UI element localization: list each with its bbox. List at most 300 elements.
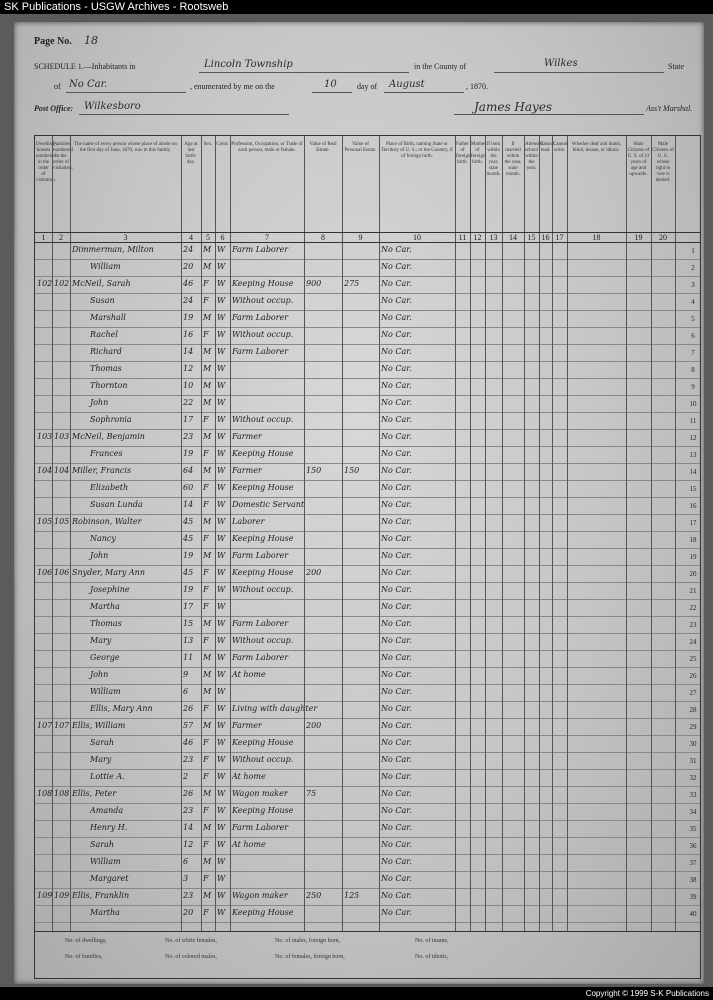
table-row-divider bbox=[35, 276, 700, 277]
table-cell-color: W bbox=[217, 415, 226, 424]
bottom-bar bbox=[0, 987, 713, 1000]
table-cell-age: 23 bbox=[183, 432, 194, 441]
table-row-divider bbox=[35, 701, 700, 702]
table-cell-sex: M bbox=[203, 670, 212, 679]
table-cell-birth: No Car. bbox=[381, 704, 412, 713]
table-row-divider bbox=[35, 327, 700, 328]
table-row-divider bbox=[35, 905, 700, 906]
column-number: 3 bbox=[123, 233, 128, 242]
table-cell-name: Lottie A. bbox=[90, 772, 125, 781]
table-cell-pe: 275 bbox=[344, 279, 360, 288]
table-row-divider bbox=[35, 667, 700, 668]
table-cell-re: 900 bbox=[306, 279, 322, 288]
table-cell-sex: M bbox=[203, 364, 212, 373]
row-number: 38 bbox=[689, 876, 697, 884]
table-cell-name: Sophronia bbox=[90, 415, 132, 424]
table-cell-f: 106 bbox=[54, 568, 70, 577]
column-header: Value of Real Estate. bbox=[309, 142, 337, 153]
table-cell-sex: M bbox=[203, 891, 212, 900]
row-number: 13 bbox=[689, 451, 697, 459]
census-scan bbox=[0, 14, 713, 987]
table-cell-name: Richard bbox=[90, 347, 122, 356]
column-header: If born within the year, state month. bbox=[486, 142, 501, 177]
table-cell-occ: Without occup. bbox=[232, 330, 294, 339]
column-divider bbox=[455, 136, 456, 931]
column-divider bbox=[626, 136, 627, 931]
table-cell-f: 108 bbox=[54, 789, 70, 798]
table-cell-age: 45 bbox=[183, 517, 194, 526]
table-row-divider bbox=[35, 531, 700, 532]
table-cell-age: 23 bbox=[183, 806, 194, 815]
table-row-divider bbox=[35, 463, 700, 464]
table-cell-age: 2 bbox=[183, 772, 189, 781]
row-number: 9 bbox=[691, 383, 695, 391]
column-divider bbox=[379, 136, 380, 931]
of-label: of bbox=[54, 82, 61, 91]
table-cell-name: Amanda bbox=[90, 806, 124, 815]
table-cell-d: 105 bbox=[37, 517, 53, 526]
row-number: 39 bbox=[689, 893, 697, 901]
column-header: The name of every person whose place of abode on the first day of June, 1870, was in this family. bbox=[74, 142, 177, 153]
table-cell-color: W bbox=[217, 483, 226, 492]
row-number: 25 bbox=[689, 655, 697, 663]
table-cell-occ: Keeping House bbox=[232, 534, 294, 543]
table-cell-occ: Without occup. bbox=[232, 585, 294, 594]
row-number: 24 bbox=[689, 638, 697, 646]
table-cell-birth: No Car. bbox=[381, 602, 412, 611]
table-cell-name: Mary bbox=[90, 755, 112, 764]
table-cell-sex: M bbox=[203, 245, 212, 254]
column-divider bbox=[567, 136, 568, 931]
table-cell-sex: F bbox=[203, 772, 209, 781]
table-cell-name: George bbox=[90, 653, 120, 662]
table-cell-birth: No Car. bbox=[381, 772, 412, 781]
table-cell-sex: M bbox=[203, 653, 212, 662]
table-cell-occ: Without occup. bbox=[232, 415, 294, 424]
table-cell-age: 3 bbox=[183, 874, 189, 883]
table-cell-age: 13 bbox=[183, 636, 194, 645]
table-cell-birth: No Car. bbox=[381, 738, 412, 747]
column-number: 10 bbox=[413, 233, 421, 242]
table-cell-color: W bbox=[217, 721, 226, 730]
table-cell-occ: Farmer bbox=[232, 721, 262, 730]
column-header: Whether deaf and dumb, blind, insane, or idiotic. bbox=[571, 142, 622, 153]
table-cell-birth: No Car. bbox=[381, 449, 412, 458]
table-cell-color: W bbox=[217, 449, 226, 458]
column-header: Mother of foreign birth. bbox=[471, 142, 486, 165]
row-number: 33 bbox=[689, 791, 697, 799]
table-cell-birth: No Car. bbox=[381, 806, 412, 815]
column-number: 9 bbox=[358, 233, 363, 242]
table-cell-name: Martha bbox=[90, 908, 120, 917]
table-cell-age: 17 bbox=[183, 415, 194, 424]
enumerated-label: , enumerated by me on the bbox=[190, 82, 275, 91]
row-number: 35 bbox=[689, 825, 697, 833]
table-row-divider bbox=[35, 412, 700, 413]
table-cell-birth: No Car. bbox=[381, 551, 412, 560]
table-cell-age: 23 bbox=[183, 755, 194, 764]
table-cell-d: 102 bbox=[37, 279, 53, 288]
table-cell-color: W bbox=[217, 347, 226, 356]
table-cell-name: Sarah bbox=[90, 738, 114, 747]
column-header: Male Citizens of U. S. whose right to vote is denied. bbox=[652, 142, 674, 183]
column-divider bbox=[675, 136, 676, 931]
table-cell-birth: No Car. bbox=[381, 755, 412, 764]
row-number: 23 bbox=[689, 621, 697, 629]
table-row-divider bbox=[35, 837, 700, 838]
table-cell-name: John bbox=[90, 551, 109, 560]
row-number: 18 bbox=[689, 536, 697, 544]
table-row-divider bbox=[35, 514, 700, 515]
table-cell-f: 107 bbox=[54, 721, 70, 730]
county-label: in the County of bbox=[414, 62, 467, 71]
table-cell-birth: No Car. bbox=[381, 296, 412, 305]
table-cell-birth: No Car. bbox=[381, 721, 412, 730]
row-number: 2 bbox=[691, 264, 695, 272]
column-header: Cannot read. bbox=[540, 142, 555, 153]
row-number: 36 bbox=[689, 842, 697, 850]
table-row-divider bbox=[35, 378, 700, 379]
table-cell-d: 109 bbox=[37, 891, 53, 900]
table-row-divider bbox=[35, 769, 700, 770]
table-cell-birth: No Car. bbox=[381, 874, 412, 883]
column-divider bbox=[539, 136, 540, 931]
table-cell-birth: No Car. bbox=[381, 891, 412, 900]
table-cell-occ: Wagon maker bbox=[232, 789, 288, 798]
table-cell-age: 46 bbox=[183, 279, 194, 288]
table-row-divider bbox=[35, 684, 700, 685]
table-cell-birth: No Car. bbox=[381, 313, 412, 322]
column-divider bbox=[181, 136, 182, 931]
table-cell-name: Miller, Francis bbox=[72, 466, 132, 475]
table-cell-color: W bbox=[217, 857, 226, 866]
table-row-divider bbox=[35, 599, 700, 600]
table-cell-occ: Keeping House bbox=[232, 908, 294, 917]
table-cell-name: William bbox=[90, 262, 121, 271]
column-number: 2 bbox=[59, 233, 63, 242]
table-cell-color: W bbox=[217, 296, 226, 305]
table-cell-sex: F bbox=[203, 296, 209, 305]
table-row-divider bbox=[35, 803, 700, 804]
header-divider bbox=[35, 232, 700, 233]
row-number: 1 bbox=[691, 247, 695, 255]
post-office-label: Post Office: bbox=[34, 104, 74, 113]
row-number: 4 bbox=[691, 298, 695, 306]
table-cell-name: Frances bbox=[90, 449, 123, 458]
table-cell-d: 104 bbox=[37, 466, 53, 475]
footer-females-foreign: No. of females, foreign born, bbox=[275, 954, 345, 960]
table-row-divider bbox=[35, 293, 700, 294]
footer-families: No. of families, bbox=[65, 954, 103, 960]
row-number: 10 bbox=[689, 400, 697, 408]
table-cell-color: W bbox=[217, 704, 226, 713]
table-cell-sex: F bbox=[203, 415, 209, 424]
column-number: 11 bbox=[458, 233, 467, 242]
row-number: 27 bbox=[689, 689, 697, 697]
column-number: 17 bbox=[555, 233, 564, 242]
page-label: Page No. bbox=[34, 36, 72, 47]
township: Lincoln Township bbox=[204, 59, 293, 70]
row-number: 34 bbox=[689, 808, 697, 816]
row-number: 30 bbox=[689, 740, 697, 748]
table-cell-occ: Farm Laborer bbox=[232, 619, 289, 628]
enumeration-month: August bbox=[389, 79, 425, 90]
table-cell-color: W bbox=[217, 755, 226, 764]
column-header: Color. bbox=[216, 142, 229, 147]
footer-colored-males: No. of colored males, bbox=[165, 954, 217, 960]
table-cell-age: 6 bbox=[183, 687, 189, 696]
column-header: Profession, Occupation, or Trade of each person, male or female. bbox=[231, 142, 303, 153]
table-cell-sex: M bbox=[203, 432, 212, 441]
table-row-divider bbox=[35, 752, 700, 753]
table-cell-birth: No Car. bbox=[381, 908, 412, 917]
table-row-divider bbox=[35, 888, 700, 889]
table-row-divider bbox=[35, 480, 700, 481]
archive-banner: SK Publications - USGW Archives - Rootsweb bbox=[0, 0, 713, 14]
table-cell-occ: Keeping House bbox=[232, 279, 294, 288]
table-cell-age: 12 bbox=[183, 840, 194, 849]
table-cell-name: Margaret bbox=[90, 874, 129, 883]
table-cell-occ: Keeping House bbox=[232, 806, 294, 815]
table-cell-color: W bbox=[217, 670, 226, 679]
table-row-divider bbox=[35, 429, 700, 430]
column-number: 18 bbox=[592, 233, 601, 242]
table-row-divider bbox=[35, 735, 700, 736]
table-row-divider bbox=[35, 582, 700, 583]
column-divider bbox=[470, 136, 471, 931]
table-cell-d: 107 bbox=[37, 721, 53, 730]
row-number: 28 bbox=[689, 706, 697, 714]
table-cell-sex: M bbox=[203, 313, 212, 322]
table-cell-re: 75 bbox=[306, 789, 317, 798]
column-divider bbox=[552, 136, 553, 931]
table-row-divider bbox=[35, 718, 700, 719]
table-cell-pe: 150 bbox=[344, 466, 360, 475]
table-cell-color: W bbox=[217, 908, 226, 917]
table-cell-name: Robinson, Walter bbox=[72, 517, 142, 526]
table-cell-age: 14 bbox=[183, 823, 194, 832]
table-cell-birth: No Car. bbox=[381, 619, 412, 628]
table-cell-sex: M bbox=[203, 687, 212, 696]
table-cell-color: W bbox=[217, 466, 226, 475]
table-cell-occ: Wagon maker bbox=[232, 891, 288, 900]
table-cell-birth: No Car. bbox=[381, 857, 412, 866]
table-row-divider bbox=[35, 616, 700, 617]
table-cell-occ: Living with daughter bbox=[232, 704, 318, 713]
row-number: 22 bbox=[689, 604, 697, 612]
table-cell-name: Mary bbox=[90, 636, 112, 645]
table-cell-color: W bbox=[217, 517, 226, 526]
table-cell-f: 109 bbox=[54, 891, 70, 900]
table-cell-birth: No Car. bbox=[381, 466, 412, 475]
row-number: 6 bbox=[691, 332, 695, 340]
table-cell-color: W bbox=[217, 381, 226, 390]
table-row-divider bbox=[35, 565, 700, 566]
table-cell-birth: No Car. bbox=[381, 670, 412, 679]
table-cell-age: 10 bbox=[183, 381, 194, 390]
table-cell-re: 250 bbox=[306, 891, 322, 900]
table-cell-age: 6 bbox=[183, 857, 189, 866]
column-divider bbox=[70, 136, 71, 931]
table-cell-name: Dimmerman, Milton bbox=[72, 245, 154, 254]
table-cell-age: 20 bbox=[183, 262, 194, 271]
column-number: 7 bbox=[265, 233, 269, 242]
column-number: 5 bbox=[206, 233, 210, 242]
table-cell-birth: No Car. bbox=[381, 398, 412, 407]
table-cell-f: 102 bbox=[54, 279, 70, 288]
census-table bbox=[34, 135, 701, 932]
census-footer bbox=[34, 930, 701, 979]
table-cell-birth: No Car. bbox=[381, 789, 412, 798]
table-cell-occ: Farm Laborer bbox=[232, 347, 289, 356]
row-number: 31 bbox=[689, 757, 697, 765]
table-cell-name: Ellis, Mary Ann bbox=[90, 704, 153, 713]
table-cell-birth: No Car. bbox=[381, 687, 412, 696]
table-cell-birth: No Car. bbox=[381, 636, 412, 645]
table-cell-birth: No Car. bbox=[381, 517, 412, 526]
table-cell-name: John bbox=[90, 670, 109, 679]
table-cell-occ: Farm Laborer bbox=[232, 245, 289, 254]
table-cell-sex: M bbox=[203, 721, 212, 730]
row-number: 29 bbox=[689, 723, 697, 731]
table-cell-name: Thomas bbox=[90, 364, 122, 373]
table-cell-age: 17 bbox=[183, 602, 194, 611]
table-cell-occ: Domestic Servant bbox=[232, 500, 305, 509]
table-cell-occ: Without occup. bbox=[232, 636, 294, 645]
table-cell-color: W bbox=[217, 364, 226, 373]
table-cell-color: W bbox=[217, 568, 226, 577]
row-number: 14 bbox=[689, 468, 697, 476]
column-divider bbox=[304, 136, 305, 931]
column-header: Cannot write. bbox=[553, 142, 568, 153]
table-cell-age: 24 bbox=[183, 245, 194, 254]
column-number: 20 bbox=[659, 233, 667, 242]
table-cell-color: W bbox=[217, 823, 226, 832]
table-cell-age: 11 bbox=[183, 653, 194, 662]
column-number: 1 bbox=[41, 233, 46, 242]
table-cell-occ: Without occup. bbox=[232, 296, 294, 305]
table-row-divider bbox=[35, 395, 700, 396]
table-cell-birth: No Car. bbox=[381, 262, 412, 271]
table-cell-sex: F bbox=[203, 500, 209, 509]
column-number: 4 bbox=[189, 233, 193, 242]
table-cell-sex: F bbox=[203, 279, 209, 288]
row-number: 40 bbox=[689, 910, 697, 918]
table-cell-name: Thornton bbox=[90, 381, 128, 390]
table-cell-name: Ellis, William bbox=[72, 721, 126, 730]
table-row-divider bbox=[35, 820, 700, 821]
table-cell-age: 14 bbox=[183, 347, 194, 356]
column-divider bbox=[524, 136, 525, 931]
table-cell-sex: F bbox=[203, 806, 209, 815]
table-cell-occ: Farm Laborer bbox=[232, 551, 289, 560]
table-cell-birth: No Car. bbox=[381, 245, 412, 254]
table-row-divider bbox=[35, 446, 700, 447]
table-row-divider bbox=[35, 361, 700, 362]
table-cell-age: 20 bbox=[183, 908, 194, 917]
column-divider bbox=[342, 136, 343, 931]
table-cell-color: W bbox=[217, 585, 226, 594]
row-number: 26 bbox=[689, 672, 697, 680]
table-cell-occ: Keeping House bbox=[232, 738, 294, 747]
table-cell-birth: No Car. bbox=[381, 415, 412, 424]
table-cell-name: Josephine bbox=[90, 585, 130, 594]
table-cell-age: 14 bbox=[183, 500, 194, 509]
table-cell-age: 9 bbox=[183, 670, 189, 679]
table-cell-sex: F bbox=[203, 908, 209, 917]
table-cell-re: 150 bbox=[306, 466, 322, 475]
marshal-label: Ass't Marshal. bbox=[646, 104, 693, 113]
row-number: 16 bbox=[689, 502, 697, 510]
table-cell-sex: M bbox=[203, 789, 212, 798]
table-cell-name: Susan Lunda bbox=[90, 500, 143, 509]
table-cell-color: W bbox=[217, 551, 226, 560]
table-cell-name: Marshall bbox=[90, 313, 126, 322]
header-divider bbox=[35, 242, 700, 243]
column-divider bbox=[502, 136, 503, 931]
table-cell-occ: Without occup. bbox=[232, 755, 294, 764]
table-cell-color: W bbox=[217, 789, 226, 798]
table-cell-age: 23 bbox=[183, 891, 194, 900]
table-cell-sex: M bbox=[203, 381, 212, 390]
table-cell-d: 108 bbox=[37, 789, 53, 798]
table-cell-age: 16 bbox=[183, 330, 194, 339]
table-cell-name: Ellis, Peter bbox=[72, 789, 117, 798]
table-cell-color: W bbox=[217, 636, 226, 645]
table-cell-color: W bbox=[217, 653, 226, 662]
table-cell-age: 26 bbox=[183, 789, 194, 798]
row-number: 21 bbox=[689, 587, 697, 595]
table-cell-sex: F bbox=[203, 483, 209, 492]
table-row-divider bbox=[35, 344, 700, 345]
table-cell-color: W bbox=[217, 619, 226, 628]
table-cell-sex: F bbox=[203, 636, 209, 645]
table-cell-sex: M bbox=[203, 551, 212, 560]
page-number: 18 bbox=[84, 34, 98, 47]
table-cell-birth: No Car. bbox=[381, 432, 412, 441]
table-row-divider bbox=[35, 548, 700, 549]
row-number: 5 bbox=[691, 315, 695, 323]
table-cell-birth: No Car. bbox=[381, 823, 412, 832]
column-divider bbox=[230, 136, 231, 931]
table-cell-age: 45 bbox=[183, 534, 194, 543]
table-cell-occ: At home bbox=[232, 772, 266, 781]
table-cell-sex: M bbox=[203, 466, 212, 475]
table-cell-sex: M bbox=[203, 857, 212, 866]
table-row-divider bbox=[35, 310, 700, 311]
table-cell-name: Henry H. bbox=[90, 823, 128, 832]
post-office: Wilkesboro bbox=[84, 101, 141, 112]
table-cell-d: 103 bbox=[37, 432, 53, 441]
table-cell-sex: F bbox=[203, 874, 209, 883]
table-cell-sex: F bbox=[203, 738, 209, 747]
table-cell-birth: No Car. bbox=[381, 330, 412, 339]
table-cell-age: 19 bbox=[183, 449, 194, 458]
table-cell-age: 64 bbox=[183, 466, 194, 475]
row-number: 37 bbox=[689, 859, 697, 867]
column-number: 16 bbox=[541, 233, 550, 242]
table-cell-name: Elizabeth bbox=[90, 483, 129, 492]
column-number: 6 bbox=[220, 233, 225, 242]
footer-white-females: No. of white females, bbox=[165, 938, 217, 944]
row-number: 3 bbox=[691, 281, 695, 289]
table-cell-sex: F bbox=[203, 330, 209, 339]
table-cell-color: W bbox=[217, 398, 226, 407]
table-cell-color: W bbox=[217, 806, 226, 815]
table-cell-name: McNeil, Sarah bbox=[72, 279, 131, 288]
column-header: Families numbered in the order of visitation. bbox=[53, 142, 73, 171]
county: Wilkes bbox=[544, 58, 578, 69]
